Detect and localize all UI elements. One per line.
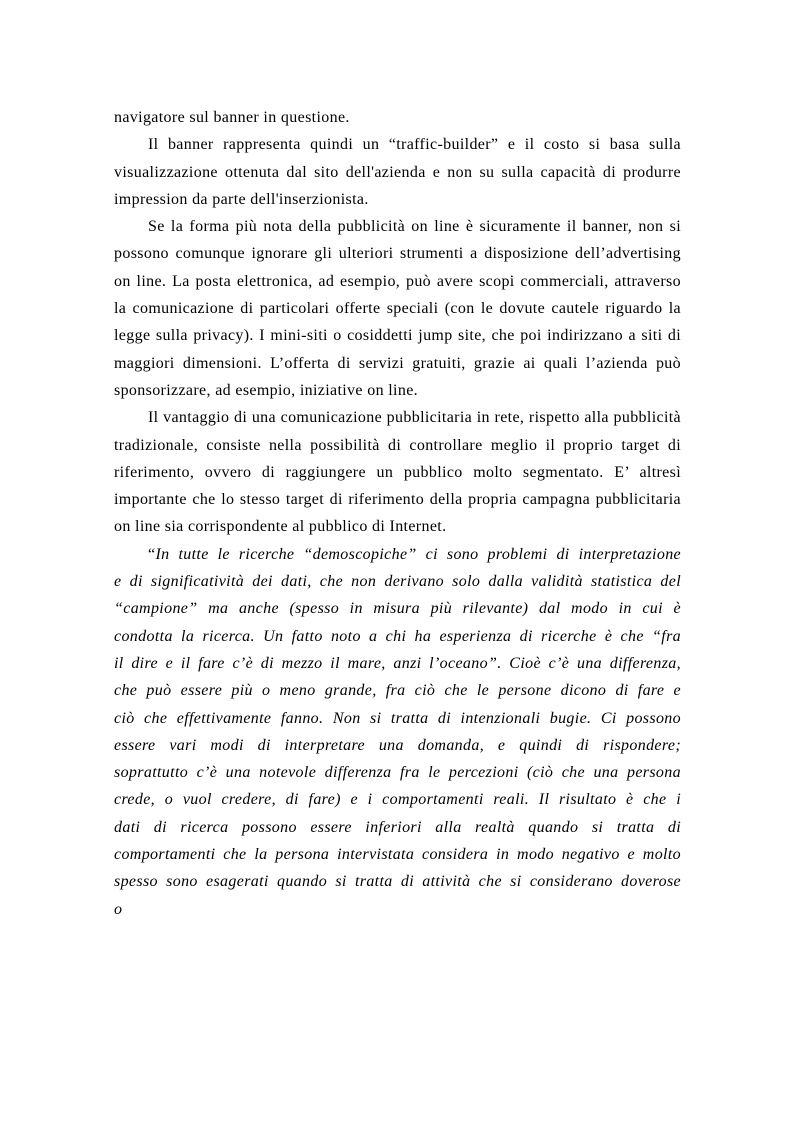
paragraph-quotation bbox=[114, 541, 681, 923]
paragraph-continuation: navigatore sul banner in questione. bbox=[114, 109, 350, 126]
paragraph-advertising-tools: Se la forma più nota della pubblicità on line è sicuramente il banner, non si possono comunque ignorare gli ulteriori strumenti a disposizione dell’advertising on line. La posta elettronica, ad esempio, può avere scopi commerciali, attraverso la comunicazione di particolari offerte speciali (con le dovute cautele riguardo la legge sulla privacy). I mini-siti o cosiddetti jump site, che poi indirizzano a siti di maggiori dimensioni. L’offerta di servizi gratuiti, grazie ai quali l’azienda può sponsorizzare, ad esempio, iniziative on line. bbox=[114, 218, 681, 399]
quote-open-mark: “ bbox=[148, 545, 156, 563]
quote-text: In tutte le ricerche “demoscopiche” ci sono problemi di interpretazione e di significatività dei dati, che non derivano solo dalla validità statistica del “campione” ma anche (spesso in misura più rilevante) dal modo in cui è condotta la ricerca. Un fatto noto a chi ha esperienza di ricerche è che “fra il dire e il fare c’è di mezzo il mare, anzi l’oceano”. Cioè c’è una differenza, che può essere più o meno grande, fra ciò che le persone dicono di fare e ciò che effettivamente fanno. Non si tratta di intenzionali bugie. Ci possono essere vari modi di interpretare una domanda, e quindi di rispondere; soprattutto c’è una notevole differenza fra le percezioni (ciò che una persona crede, o vuol credere, di fare) e i comportamenti reali. Il risultato è che i dati di ricerca possono essere inferiori alla realtà quando si tratta di comportamenti che la persona intervistata considera in modo negativo e molto spesso sono esagerati quando si tratta di attività che si considerano doverose o bbox=[114, 545, 681, 918]
paragraph-online-advantage: Il vantaggio di una comunicazione pubblicitaria in rete, rispetto alla pubblicità tradizionale, consiste nella possibilità di controllare meglio il proprio target di riferimento, ovvero di raggiungere un pubblico molto segmentato. E’ altresì importante che lo stesso target di riferimento della propria campagna pubblicitaria on line sia corrispondente al pubblico di Internet. bbox=[114, 409, 681, 536]
paragraph-banner-traffic-builder: Il banner rappresenta quindi un “traffic-builder” e il costo si basa sulla visualizzazione ottenuta dal sito dell'azienda e non su sulla capacità di produrre impression da parte dell'inserzionista. bbox=[114, 136, 681, 208]
document-page bbox=[114, 104, 681, 923]
